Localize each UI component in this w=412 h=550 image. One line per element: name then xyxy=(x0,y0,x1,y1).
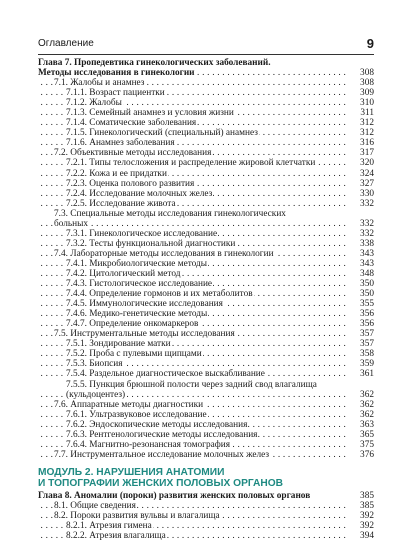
table-of-contents xyxy=(38,58,374,541)
toc-entry xyxy=(38,108,374,118)
toc-entry-page: 392 xyxy=(360,521,374,532)
toc-entry-title: 8.2.1. Атрезия гимена xyxy=(66,521,152,532)
toc-entry xyxy=(38,329,374,339)
toc-entry-title: 8.1. Общие сведения xyxy=(54,500,136,511)
toc-entry-page: 359 xyxy=(360,359,374,370)
toc-entry-title: 7.6.2. Эндоскопические методы исследования xyxy=(66,419,248,430)
toc-entry-title: 7.1.3. Семейный анамнез и условия жизни xyxy=(66,108,234,119)
toc-entry-page: 350 xyxy=(360,289,374,300)
toc-entry-page: 385 xyxy=(360,490,374,501)
toc-entry xyxy=(38,269,374,279)
toc-entry-page: 312 xyxy=(360,128,374,139)
toc-entry xyxy=(38,501,374,511)
toc-entry-page: 350 xyxy=(360,279,374,290)
toc-entry xyxy=(38,219,374,229)
toc-entry-title: 8.2.2. Атрезия влагалища xyxy=(66,531,166,542)
toc-entry-page: 361 xyxy=(360,369,374,380)
toc-entry-title: 7.7. Инструментальное исследование молочных желез xyxy=(54,449,270,460)
toc-entry xyxy=(38,98,374,108)
toc-entry xyxy=(38,491,374,501)
toc-entry-page: 338 xyxy=(360,238,374,249)
toc-entry-title: 7.3.1. Гинекологическое исследование xyxy=(66,228,218,239)
toc-entry-page: 332 xyxy=(360,218,374,229)
toc-entry xyxy=(38,369,374,379)
toc-entry xyxy=(38,380,374,390)
toc-entry-title: 7.2.3. Оценка полового развития xyxy=(66,178,195,189)
toc-entry-page: 392 xyxy=(360,510,374,521)
toc-entry xyxy=(38,88,374,98)
toc-entry-title: 7.5.1. Зондирование матки xyxy=(66,339,171,350)
toc-entry xyxy=(38,279,374,289)
toc-entry-page: 309 xyxy=(360,88,374,99)
toc-entry xyxy=(38,400,374,410)
toc-entry xyxy=(38,430,374,440)
toc-entry-page: 358 xyxy=(360,349,374,360)
toc-entry-title: Глава 8. Аномалии (пороки) развития женских половых органов xyxy=(38,490,311,501)
toc-entry-page: 362 xyxy=(360,399,374,410)
toc-entry xyxy=(38,359,374,369)
toc-entry xyxy=(38,450,374,460)
page-number: 9 xyxy=(366,36,374,51)
toc-entry-page: 376 xyxy=(360,449,374,460)
toc-entry-page: 365 xyxy=(360,429,374,440)
toc-entry-title: 7.4.6. Медико-генетические методы xyxy=(66,309,208,320)
module-heading-line-1: МОДУЛЬ 2. НАРУШЕНИЯ АНАТОМИИ xyxy=(38,466,225,478)
toc-entry xyxy=(38,390,374,400)
toc-entry-title: 7.4.7. Определение онкомаркеров xyxy=(66,319,199,330)
toc-entry-title: 7.4.1. Микробиологические методы xyxy=(66,258,208,269)
toc-entry-title: 7.1.2. Жалобы xyxy=(66,98,122,109)
toc-entry xyxy=(38,410,374,420)
toc-entry-title: 7.2.4. Исследование молочных желез xyxy=(66,188,213,199)
toc-entry-title: 7.1.5. Гинекологический (специальный) анамнез xyxy=(66,128,258,139)
toc-entry-page: 362 xyxy=(360,389,374,400)
toc-entry xyxy=(38,179,374,189)
toc-entry-page: 311 xyxy=(360,108,374,119)
toc-entry xyxy=(38,521,374,531)
toc-entry xyxy=(38,148,374,158)
toc-entry-title: 7.1.4. Соматические заболевания xyxy=(66,118,197,129)
toc-entry-page: 324 xyxy=(360,168,374,179)
toc-entry-title: 7.4.5. Иммунологические исследования xyxy=(66,299,223,310)
toc-entry-page: 375 xyxy=(360,439,374,450)
toc-entry xyxy=(38,239,374,249)
toc-entry-title: 7.4.3. Гистологическое исследование xyxy=(66,279,213,290)
toc-entry xyxy=(38,339,374,349)
toc-entry-title: 7.2. Объективные методы исследования xyxy=(54,148,212,159)
toc-entry xyxy=(38,420,374,430)
toc-entry xyxy=(38,58,374,68)
toc-entry-page: 357 xyxy=(360,339,374,350)
toc-entry-title: 7.6. Аппаратные методы диагностики xyxy=(54,399,204,410)
toc-entry xyxy=(38,349,374,359)
module-heading xyxy=(38,467,374,490)
toc-entry xyxy=(38,289,374,299)
toc-entry-title: (кульдоцентез) xyxy=(66,389,126,400)
toc-entry xyxy=(38,229,374,239)
toc-entry-title: 7.6.4. Магнитно-резонансная томография xyxy=(66,439,231,450)
toc-entry-page: 355 xyxy=(360,299,374,310)
toc-entry-page: 348 xyxy=(360,268,374,279)
toc-entry xyxy=(38,138,374,148)
toc-chapter-7 xyxy=(38,58,374,460)
toc-entry-title: 7.5.2. Проба с пулевыми щипцами xyxy=(66,349,202,360)
header-rule xyxy=(38,54,374,55)
toc-entry-title: 7.6.1. Ультразвуковое исследование xyxy=(66,409,207,420)
toc-entry-page: 320 xyxy=(360,158,374,169)
toc-entry-page: 317 xyxy=(360,148,374,159)
toc-entry-title: 7.5. Инструментальные методы исследования xyxy=(54,329,235,340)
toc-entry-page: 310 xyxy=(360,98,374,109)
toc-entry-title: 7.4.4. Определение гормонов и их метаболитов xyxy=(66,289,253,300)
toc-entry-title: 7.5.5. Пункция брюшной полости через задний свод влагалища xyxy=(66,379,317,390)
toc-entry xyxy=(38,249,374,259)
toc-entry-title: 7.1.1. Возраст пациентки xyxy=(66,88,165,99)
toc-entry-title: больных xyxy=(54,218,89,229)
toc-entry xyxy=(38,319,374,329)
toc-entry-page: 363 xyxy=(360,419,374,430)
toc-entry-title: 7.6.3. Рентгенологические методы исследования xyxy=(66,429,258,440)
toc-entry xyxy=(38,189,374,199)
toc-entry-title: 7.1.6. Анамнез заболевания xyxy=(66,138,175,149)
toc-entry xyxy=(38,309,374,319)
toc-entry-title: 8.2. Пороки развития вульвы и влагалища xyxy=(54,510,220,521)
running-title: Оглавление xyxy=(38,38,94,49)
toc-entry-title: Методы исследования в гинекологии xyxy=(38,68,195,79)
toc-entry xyxy=(38,259,374,269)
toc-entry-title: 7.2.5. Исследование живота xyxy=(66,198,176,209)
toc-entry-page: 356 xyxy=(360,309,374,320)
toc-entry-page: 332 xyxy=(360,198,374,209)
toc-entry-page: 385 xyxy=(360,500,374,511)
toc-entry-page: 362 xyxy=(360,409,374,420)
toc-entry-page: 394 xyxy=(360,531,374,542)
toc-entry-title: 7.1. Жалобы и анамнез xyxy=(54,78,145,89)
toc-entry xyxy=(38,511,374,521)
toc-entry-title: 7.3. Специальные методы исследования гинекологических xyxy=(54,208,286,219)
toc-entry-title: 7.2.1. Типы телосложения и распределение жировой клетчатки xyxy=(66,158,316,169)
toc-entry-page: 316 xyxy=(360,138,374,149)
toc-entry-page: 312 xyxy=(360,118,374,129)
toc-entry-page: 356 xyxy=(360,319,374,330)
toc-entry xyxy=(38,158,374,168)
toc-entry-page: 332 xyxy=(360,228,374,239)
toc-entry xyxy=(38,199,374,209)
toc-entry-title: 7.2.2. Кожа и ее придатки xyxy=(66,168,167,179)
toc-entry xyxy=(38,169,374,179)
toc-entry xyxy=(38,209,374,219)
toc-entry xyxy=(38,128,374,138)
toc-entry-title: 7.3.2. Тесты функциональной диагностики xyxy=(66,238,236,249)
toc-entry xyxy=(38,440,374,450)
toc-entry-title: 7.5.4. Раздельное диагностическое выскабливание xyxy=(66,369,265,380)
toc-entry-page: 327 xyxy=(360,178,374,189)
toc-entry xyxy=(38,531,374,541)
toc-entry-title: 7.4.2. Цитологический метод xyxy=(66,268,181,279)
toc-entry-page: 308 xyxy=(360,78,374,89)
toc-entry-title: 7.4. Лабораторные методы исследования в гинекологии xyxy=(54,248,274,259)
module-heading-line-2: И ТОПОГРАФИИ ЖЕНСКИХ ПОЛОВЫХ ОРГАНОВ xyxy=(38,478,283,490)
toc-entry xyxy=(38,78,374,88)
toc-entry-title: 7.5.3. Биопсия xyxy=(66,359,123,370)
toc-entry-title: Глава 7. Пропедевтика гинекологических заболеваний. xyxy=(38,58,271,68)
toc-entry-page: 343 xyxy=(360,248,374,259)
toc-entry-page: 308 xyxy=(360,68,374,79)
toc-entry xyxy=(38,299,374,309)
toc-entry-page: 330 xyxy=(360,188,374,199)
toc-chapter-8 xyxy=(38,491,374,541)
toc-entry-page: 343 xyxy=(360,258,374,269)
page-header xyxy=(38,38,374,52)
toc-entry xyxy=(38,118,374,128)
toc-entry-page: 357 xyxy=(360,329,374,340)
toc-entry xyxy=(38,68,374,78)
